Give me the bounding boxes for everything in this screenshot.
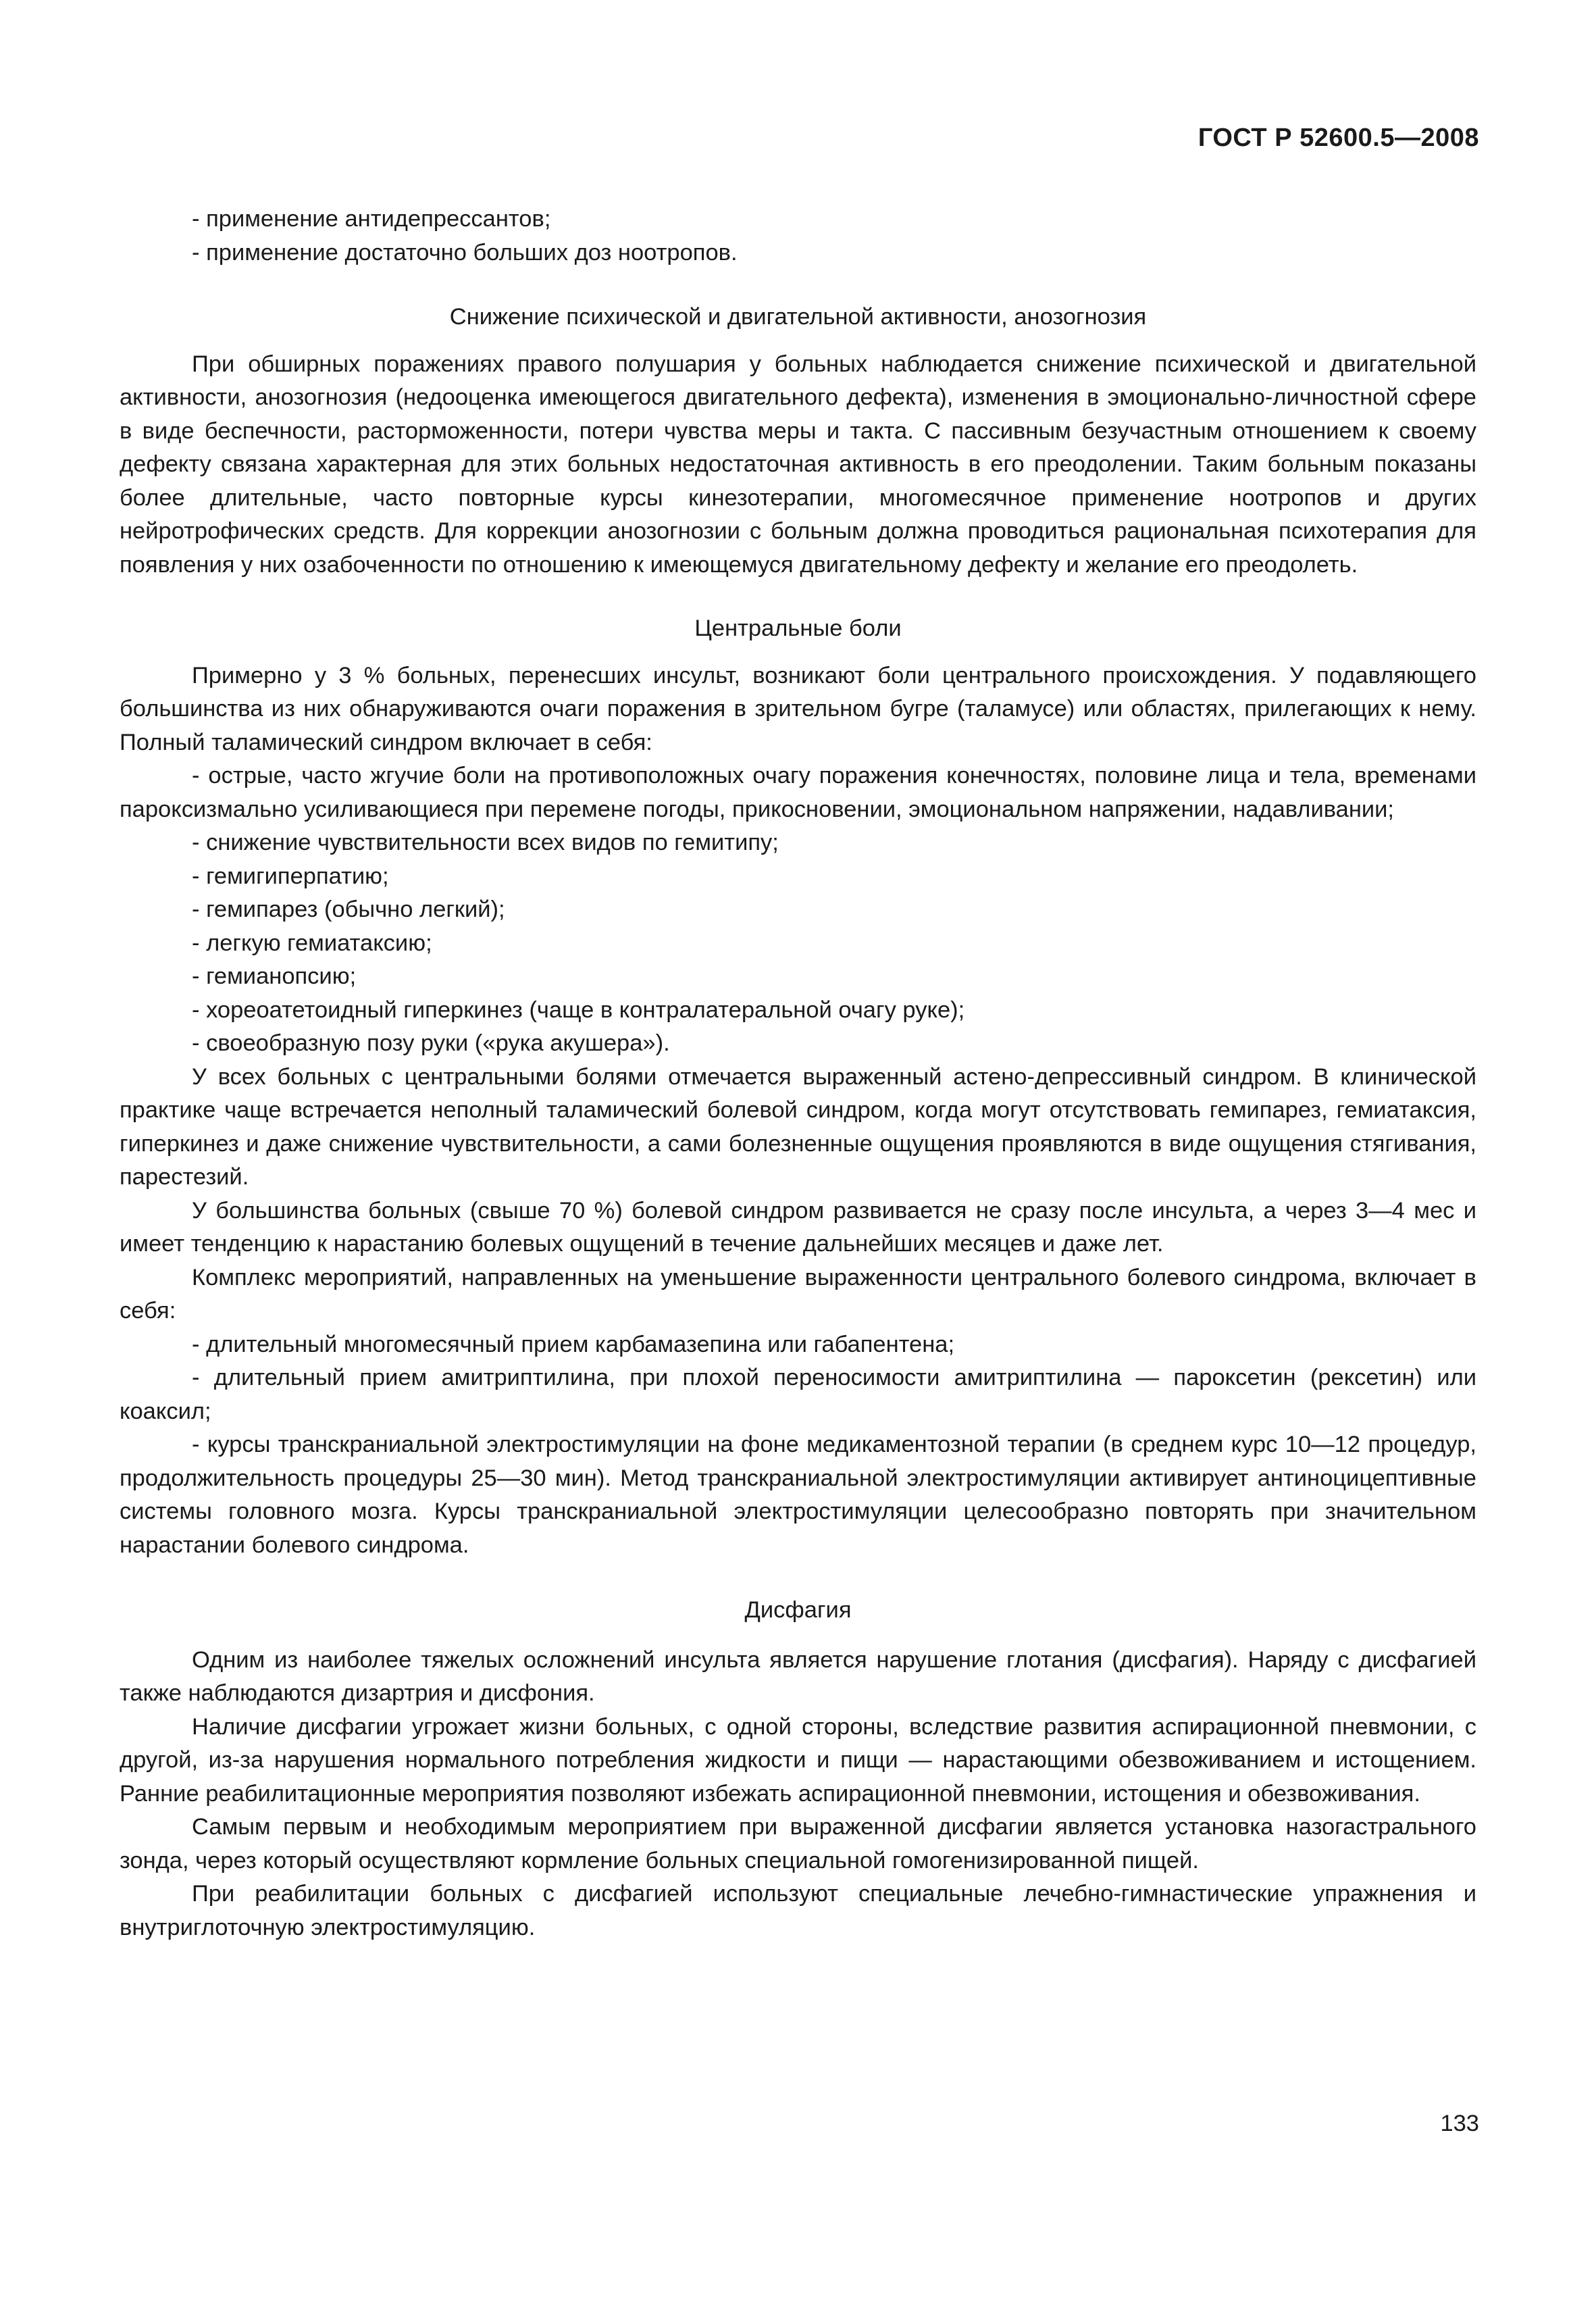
list-item: - курсы транскраниальной электростимуляции на фоне медикаментозной терапии (в среднем курс 10—12 процедур, продолжительность процедуры 25—30 мин). Метод транскраниальной электростимуляции активирует антиноцицептивные системы головного мозга. Курсы транскраниальной электростимуляции целесообразно повторять при значительном нарастании болевого синдрома. bbox=[120, 1432, 1476, 1558]
list-item: - длительный многомесячный прием карбамазепина или габапентена; bbox=[192, 1331, 955, 1357]
list-item: - применение антидепрессантов; bbox=[192, 206, 551, 232]
list-item: - острые, часто жгучие боли на противоположных очагу поражения конечностях, половине лица и тела, временами пароксизмально усиливающиеся при перемене погоды, прикосновении, эмоциональном напряжении, надавливании; bbox=[120, 763, 1476, 822]
section-heading-dysphagia: Дисфагия bbox=[744, 1597, 852, 1623]
standard-code-header: ГОСТ Р 52600.5—2008 bbox=[1198, 124, 1479, 152]
list-item: - легкую гемиатаксию; bbox=[192, 930, 432, 956]
list-item: - гемигиперпатию; bbox=[192, 863, 389, 889]
list-item: - хореоатетоидный гиперкинез (чаще в контралатеральной очагу руке); bbox=[192, 997, 965, 1023]
paragraph: Одним из наиболее тяжелых осложнений инсульта является нарушение глотания (дисфагия). Наряду с дисфагией также наблюдаются дизартрия и дисфония. bbox=[120, 1646, 1476, 1706]
paragraph: При обширных поражениях правого полушария у больных наблюдается снижение психической и двигательной активности, анозогнозия (недооценка имеющегося двигательного дефекта), изменения в эмоционально-личностной сфере в виде беспечности, расторможенности, потери чувства меры и такта. С пассивным безучастным отношением к своему дефекту связана характерная для этих больных недостаточная активность в его преодолении. Таким больным показаны более длительные, часто повторные курсы кинезотерапии, многомесячное применение ноотропов и других нейротрофических средств. Для коррекции анозогнозии с больным должна проводиться рациональная психотерапия для появления у них озабоченности по отношению к имеющемуся двигательному дефекту и желание его преодолеть. bbox=[120, 351, 1476, 578]
list-item: - длительный прием амитриптилина, при плохой переносимости амитриптилина — пароксетин (рексетин) или коаксил; bbox=[120, 1365, 1476, 1424]
paragraph: Примерно у 3 % больных, перенесших инсульт, возникают боли центрального происхождения. У подавляющего большинства из них обнаруживаются очаги поражения в зрительном бугре (таламусе) или областях, прилегающих к нему. Полный таламический синдром включает в себя: bbox=[120, 662, 1476, 755]
list-item: - гемианопсию; bbox=[192, 963, 357, 989]
document-body bbox=[120, 203, 1476, 1944]
list-item: - снижение чувствительности всех видов по гемитипу; bbox=[192, 830, 779, 855]
paragraph: Комплекс мероприятий, направленных на уменьшение выраженности центрального болевого синдрома, включает в себя: bbox=[120, 1264, 1476, 1324]
list-item: - своеобразную позу руки («рука акушера»). bbox=[192, 1030, 670, 1056]
section-heading-anosognosia: Снижение психической и двигательной активности, анозогнозия bbox=[449, 304, 1147, 330]
section-heading-central-pain: Центральные боли bbox=[694, 615, 902, 641]
page-number: 133 bbox=[1440, 2111, 1479, 2136]
list-item: - гемипарез (обычно легкий); bbox=[192, 897, 505, 922]
paragraph: Наличие дисфагии угрожает жизни больных, с одной стороны, вследствие развития аспирационной пневмонии, с другой, из-за нарушения нормального потребления жидкости и пищи — нарастающими обезвоживанием и истощением. Ранние реабилитационные мероприятия позволяют избежать аспирационной пневмонии, истощения и обезвоживания. bbox=[120, 1713, 1476, 1807]
paragraph: У большинства больных (свыше 70 %) болевой синдром развивается не сразу после инсульта, а через 3—4 мес и имеет тенденцию к нарастанию болевых ощущений в течение дальнейших месяцев и даже лет. bbox=[120, 1197, 1476, 1257]
paragraph: У всех больных с центральными болями отмечается выраженный астено-депрессивный синдром. В клинической практике чаще встречается неполный таламический болевой синдром, когда могут отсутствовать гемипарез, гемиатаксия, гиперкинез и даже снижение чувствительности, а сами болезненные ощущения проявляются в виде ощущения стягивания, парестезий. bbox=[120, 1063, 1476, 1190]
paragraph: При реабилитации больных с дисфагией используют специальные лечебно-гимнастические упражнения и внутриглоточную электростимуляцию. bbox=[120, 1881, 1476, 1940]
paragraph: Самым первым и необходимым мероприятием при выраженной дисфагии является установка назогастрального зонда, через который осуществляют кормление больных специальной гомогенизированной пищей. bbox=[120, 1814, 1476, 1873]
list-item: - применение достаточно больших доз ноотропов. bbox=[192, 239, 738, 266]
